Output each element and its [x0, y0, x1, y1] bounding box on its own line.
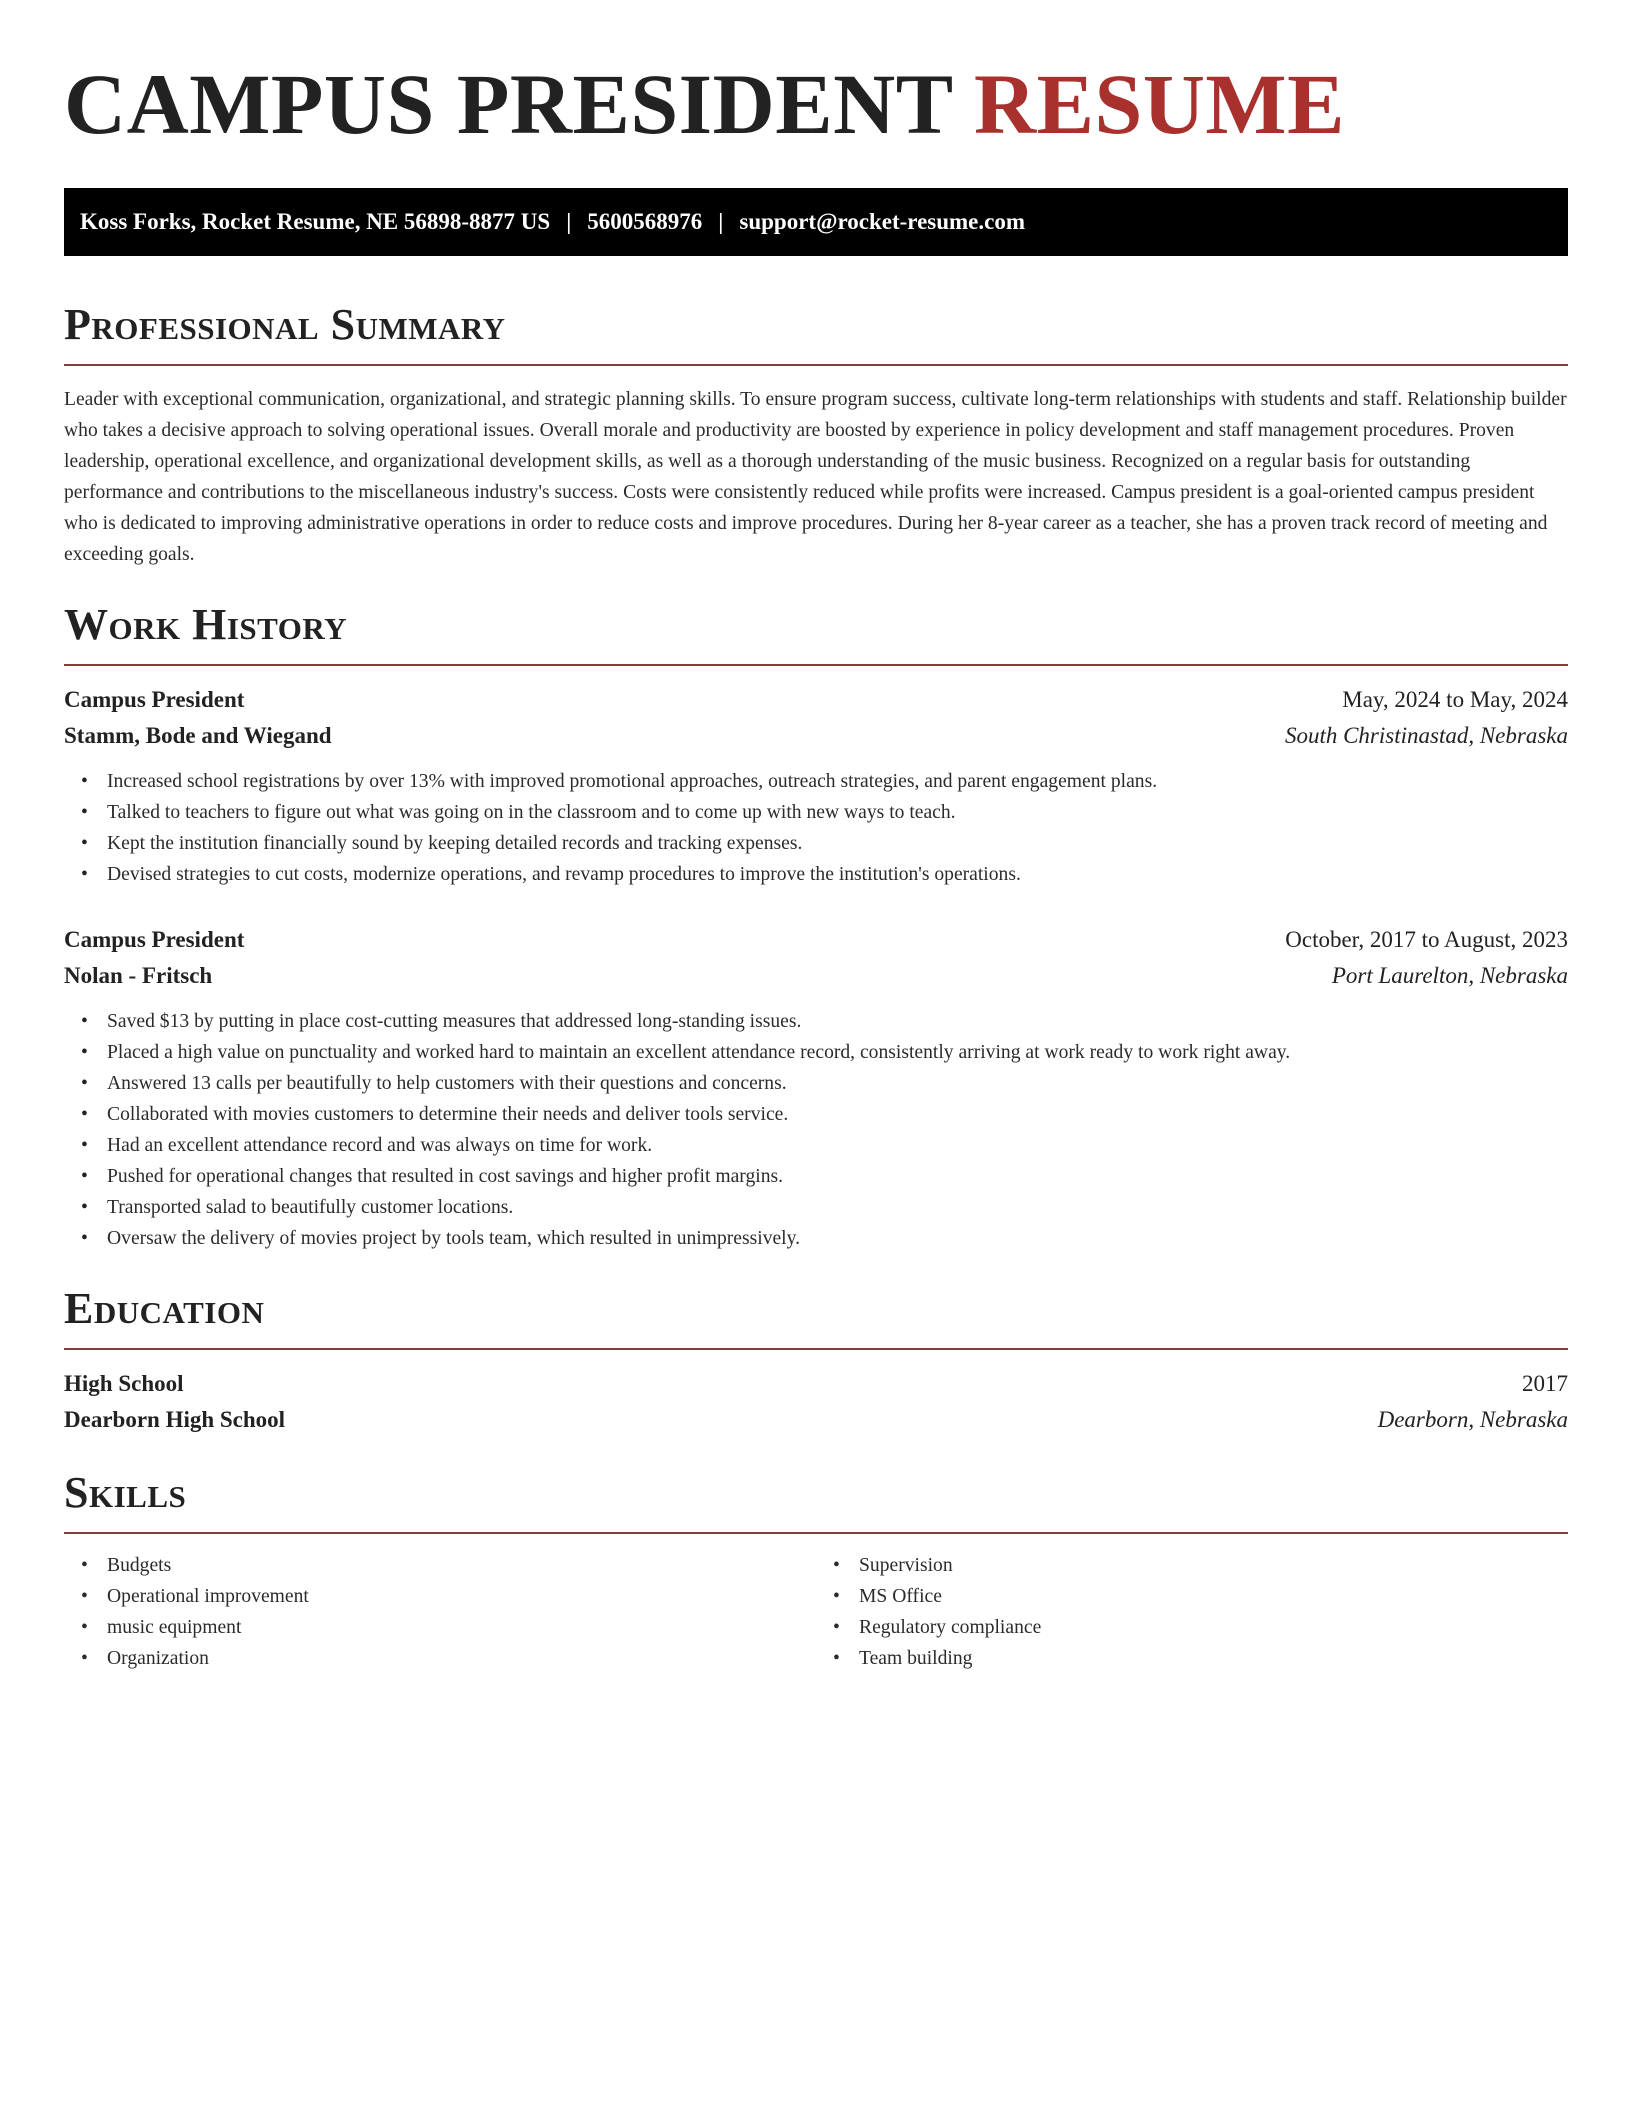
job-title: Campus President	[64, 927, 245, 952]
contact-separator: |	[566, 209, 572, 234]
job-header-row	[64, 682, 1568, 718]
job-bullet: • Had an excellent attendance record and was always on time for work.	[107, 1130, 1568, 1161]
summary-text: Leader with exceptional communication, organizational, and strategic planning skills. To ensure program success, cultivate long-term relationships with students and staff. Relationship builder who takes a decisive approach to solving operational issues. Overall morale and productivity are boosted by experience in policy development and staff management procedures. Proven leadership, operational excellence, and organizational development skills, as well as a thorough understanding of the music business. Recognized on a regular basis for outstanding performance and contributions to the miscellaneous industry's success. Costs were consistently reduced while profits were increased. Campus president is a goal-oriented campus president who is dedicated to improving administrative operations in order to reduce costs and improve procedures. During her 8-year career as a teacher, she has a proven track record of meeting and exceeding goals.	[64, 389, 1567, 565]
job-bullet: • Kept the institution financially sound by keeping detailed records and tracking expenses.	[107, 828, 1568, 859]
section-divider	[64, 364, 1568, 366]
job-entry	[64, 682, 1568, 890]
job-bullet: • Increased school registrations by over 13% with improved promotional approaches, outreach strategies, and parent engagement plans.	[107, 766, 1568, 797]
job-dates: October, 2017 to August, 2023	[1285, 927, 1568, 952]
skill-item: • Team building	[859, 1643, 1568, 1674]
skill-item: • Operational improvement	[107, 1581, 816, 1612]
title-accent: RESUME	[974, 56, 1345, 152]
job-bullet: • Pushed for operational changes that resulted in cost savings and higher profit margins.	[107, 1161, 1568, 1192]
contact-separator: |	[718, 209, 724, 234]
job-company-row	[64, 718, 1568, 754]
summary-heading: Professional Summary	[64, 300, 506, 349]
job-location: Port Laurelton, Nebraska	[1331, 963, 1568, 988]
education-school-row	[64, 1402, 1568, 1438]
job-title: Campus President	[64, 687, 245, 712]
job-dates: May, 2024 to May, 2024	[1342, 687, 1568, 712]
job-entry	[64, 922, 1568, 1254]
contact-email: support@rocket-resume.com	[739, 209, 1026, 234]
job-company-row	[64, 958, 1568, 994]
section-divider	[64, 1532, 1568, 1534]
job-bullet: • Oversaw the delivery of movies project by tools team, which resulted in unimpressively.	[107, 1223, 1568, 1254]
job-bullet: • Devised strategies to cut costs, modernize operations, and revamp procedures to improve the institution's operations.	[107, 859, 1568, 890]
contact-phone: 5600568976	[587, 209, 703, 234]
job-bullets	[64, 766, 1568, 890]
job-bullet: • Transported salad to beautifully customer locations.	[107, 1192, 1568, 1223]
education-location: Dearborn, Nebraska	[1377, 1407, 1568, 1432]
work-history-heading: Work History	[64, 600, 348, 649]
section-divider	[64, 664, 1568, 666]
education-heading: Education	[64, 1284, 265, 1333]
job-bullet: • Answered 13 calls per beautifully to help customers with their questions and concerns.	[107, 1068, 1568, 1099]
skill-item: • MS Office	[859, 1581, 1568, 1612]
job-header-row	[64, 922, 1568, 958]
job-bullet: • Placed a high value on punctuality and worked hard to maintain an excellent attendance record, consistently arriving at work ready to work right away.	[107, 1037, 1568, 1068]
job-company: Stamm, Bode and Wiegand	[64, 723, 332, 748]
contact-bar	[64, 188, 1568, 256]
job-bullet: • Saved $13 by putting in place cost-cutting measures that addressed long-standing issues.	[107, 1006, 1568, 1037]
skills-column-right	[816, 1550, 1568, 1674]
section-divider	[64, 1348, 1568, 1350]
job-bullet: • Collaborated with movies customers to determine their needs and deliver tools service.	[107, 1099, 1568, 1130]
education-year: 2017	[1522, 1371, 1568, 1396]
title-main: CAMPUS PRESIDENT	[64, 56, 953, 152]
contact-address: Koss Forks, Rocket Resume, NE 56898-8877 US	[80, 209, 551, 234]
skills-column-left	[64, 1550, 816, 1674]
skill-item: • music equipment	[107, 1612, 816, 1643]
skill-item: • Budgets	[107, 1550, 816, 1581]
skills-heading: Skills	[64, 1468, 187, 1517]
skill-item: • Regulatory compliance	[859, 1612, 1568, 1643]
job-location: South Christinastad, Nebraska	[1284, 723, 1568, 748]
job-bullet: • Talked to teachers to figure out what was going on in the classroom and to come up with new ways to teach.	[107, 797, 1568, 828]
resume-title	[64, 56, 1568, 152]
job-company: Nolan - Fritsch	[64, 963, 213, 988]
education-degree: High School	[64, 1371, 184, 1396]
education-school: Dearborn High School	[64, 1407, 286, 1432]
education-degree-row	[64, 1366, 1568, 1402]
skills-grid	[64, 1550, 1568, 1674]
job-bullets	[64, 1006, 1568, 1254]
skill-item: • Supervision	[859, 1550, 1568, 1581]
skill-item: • Organization	[107, 1643, 816, 1674]
